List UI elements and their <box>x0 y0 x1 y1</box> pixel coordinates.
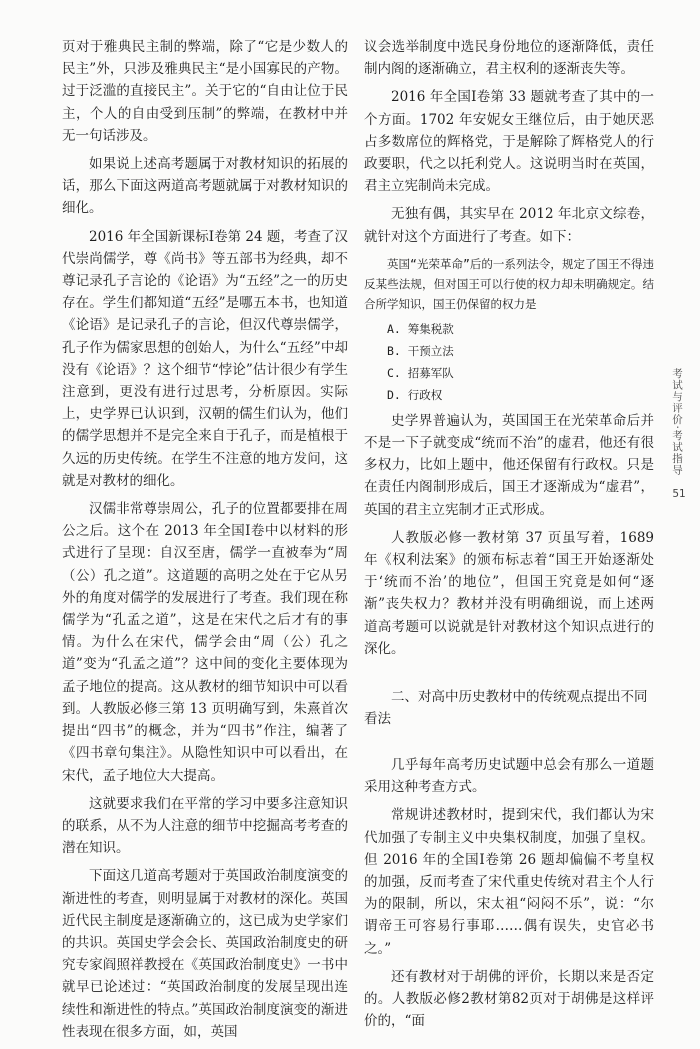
option-b: B. 干预立法 <box>387 343 454 358</box>
paragraph: 如果说上述高考题属于对教材知识的拓展的话，那么下面这两道高考题就属于对教材知识的细化。 <box>62 156 348 217</box>
paragraph: 还有教材对于胡佛的评价，长期以来是否定的。人教版必修2教材第82页对于胡佛是这样评价的，“面 <box>364 968 654 1030</box>
option-c: C. 招募军队 <box>387 365 454 380</box>
left-column <box>62 36 348 1049</box>
option-d: D. 行政权 <box>387 387 443 402</box>
running-header <box>670 368 688 500</box>
paragraph: 页对于雅典民主制的弊端，除了“它是少数人的民主”外，只涉及雅典民主“是小国寡民的产物。过于泛滥的直接民主”。关于它的“自由让位于民主，个人的自由受到压制”的弊端，在教材中并无一句话涉及。 <box>62 39 348 144</box>
paragraph: 几乎每年高考历史试题中总会有那么一道题采用这种考查方式。 <box>364 757 654 796</box>
paragraph: 这就要求我们在平常的学习中要多注意知识的联系，从不为人注意的细节中挖掘高考考查的潜在知识。 <box>62 795 348 857</box>
right-column <box>364 36 654 1039</box>
section-label: 考试与评价·考试指导 <box>671 368 683 476</box>
exam-question <box>364 254 654 314</box>
paragraph: 常规讲述教材时，提到宋代，我们都认为宋代加强了专制主义中央集权制度，加强了皇权。但 2016 年的全国Ⅰ卷第 26 题却偏偏不考皇权的加强，反而考查了宋代重史传统对君主个人行为的限制，所以，宋太祖“闷闷不乐”，说：“尔谓帝王可容易行事耶……偶有误失，史官必书之。” <box>364 807 654 957</box>
paragraph: 人教版必修一教材第 37 页虽写着，1689 年《权利法案》的颁布标志着“国王开始逐渐处于‘统而不治’的地位”，但国王究竟是如何“逐渐”丧失权力？教材并没有明确细说，而上述两道高考题可以说就是针对教材这个知识点进行的深化。 <box>364 529 654 657</box>
exam-question-options <box>364 318 654 406</box>
page-number: 51 <box>672 487 686 500</box>
exam-question-stem: 英国“光荣革命”后的一系列法令，规定了国王不得违反某些法规，但对国王可以行使的权力却未明确规定。结合所学知识，国王仍保留的权力是 <box>364 256 654 311</box>
paragraph: 2016 年全国新课标Ⅰ卷第 24 题，考查了汉代崇尚儒学，尊《尚书》等五部书为经典，却不尊记录孔子言论的《论语》为“五经”之一的历史存在。学生们都知道“五经”是哪五本书，也知道《论语》是记录孔子的言论，但汉代尊崇儒学，孔子作为儒家思想的创始人，为什么“五经”中却没有《论语》？这个细节“悖论”估计很少有学生注意到，更没有进行过思考，分析原因。实际上，史学界已认识到，汉朝的儒生们认为，他们的儒学思想并不是完全来自于孔子，而是植根于久远的历史传统。在学生不注意的地方发问，这就是对教材的细化。 <box>62 228 348 489</box>
option-a: A. 筹集税款 <box>387 321 454 336</box>
paragraph: 2016 年全国Ⅰ卷第 33 题就考查了其中的一个方面。1702 年安妮女王继位后，由于她厌恶占多数席位的辉格党，于是解除了辉格党人的行政要职，代之以托利党人。这说明当时在英国，君主立宪制尚未完成。 <box>364 89 654 195</box>
paragraph: 汉儒非常尊崇周公，孔子的位置都要排在周公之后。这个在 2013 年全国Ⅰ卷中以材料的形式进行了呈现：自汉至唐，儒学一直被奉为“周（公）孔之道”。这道题的高明之处在于它从另外的角度对儒学的发展进行了考查。我们现在称儒学为“孔孟之道”，这是在宋代之后才有的事情。为什么在宋代，儒学会由“周（公）孔之道”变为“孔孟之道”？这中间的变化主要体现为孟子地位的提高。这从教材的细节知识中可以看到。人教版必修三第 13 页明确写到，朱熹首次提出“四书”的概念，并为“四书”作注，编著了《四书章句集注》。从隐性知识中可以看出，在宋代，孟子地位大大提高。 <box>62 501 348 784</box>
section-heading: 二、对高中历史教材中的传统观点提出不同看法 <box>364 689 648 728</box>
paragraph: 史学界普遍认为，英国国王在光荣革命后并不是一下子就变成“统而不治”的虚君，他还有很多权力，比如上题中，他还保留有行政权。只是在责任内阁制形成后，国王才逐渐成为“虚君”，英国的君主立宪制才正式形成。 <box>364 412 654 518</box>
paragraph: 无独有偶，其实早在 2012 年北京文综卷，就针对这个方面进行了考查。如下： <box>364 206 654 245</box>
paragraph: 下面这几道高考题对于英国政治制度演变的渐进性的考查，则明显属于对教材的深化。英国近代民主制度是逐渐确立的，这已成为史学家们的共识。英国史学会会长、英国政治制度史的研究专家阎照祥教授在《英国政治制度史》一书中就早已论述过：“英国政治制度的发展呈现出连续性和渐进性的特点。”英国政治制度演变的渐进性表现在很多方面，如，英国 <box>62 868 348 1040</box>
paragraph: 议会选举制度中选民身份地位的逐渐降低，责任制内阁的逐渐确立，君主权利的逐渐丧失等。 <box>364 39 654 78</box>
